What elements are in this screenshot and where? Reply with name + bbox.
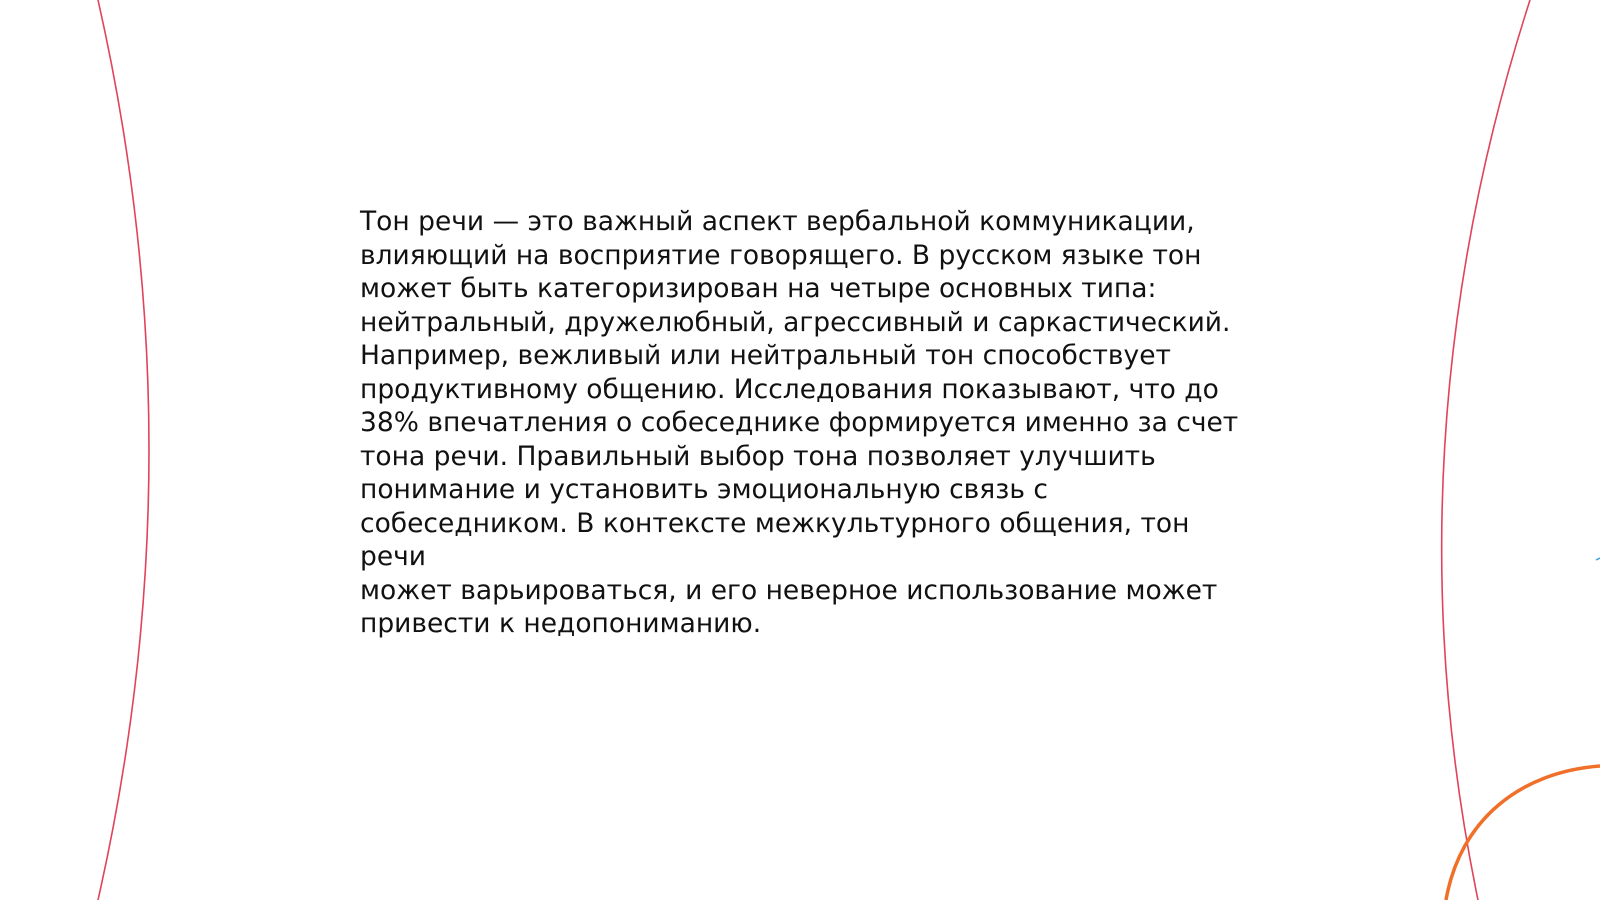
slide-body-text: Тон речи — это важный аспект вербальной коммуникации, влияющий на восприятие говорящего. В русском языке тон может быть категоризирован на четыре основных типа: нейтральный, дружелюбный, агрессивный и саркастический. Например, вежливый или нейтральный тон способствует продуктивному общению. Исследования показывают, что до 38% впечатления о собеседнике формируется именно за счет тона речи. Правильный выбор тона позволяет улучшить понимание и установить эмоциональную связь с собеседником. В контексте межкультурного общения, тон речи может варьироваться, и его неверное использование может привести к недопониманию. [360, 206, 1239, 639]
orange-arc [1446, 766, 1600, 900]
left-curve-line [98, 0, 149, 900]
blue-accent-mark [1596, 558, 1600, 560]
right-curve-line [1442, 0, 1530, 900]
